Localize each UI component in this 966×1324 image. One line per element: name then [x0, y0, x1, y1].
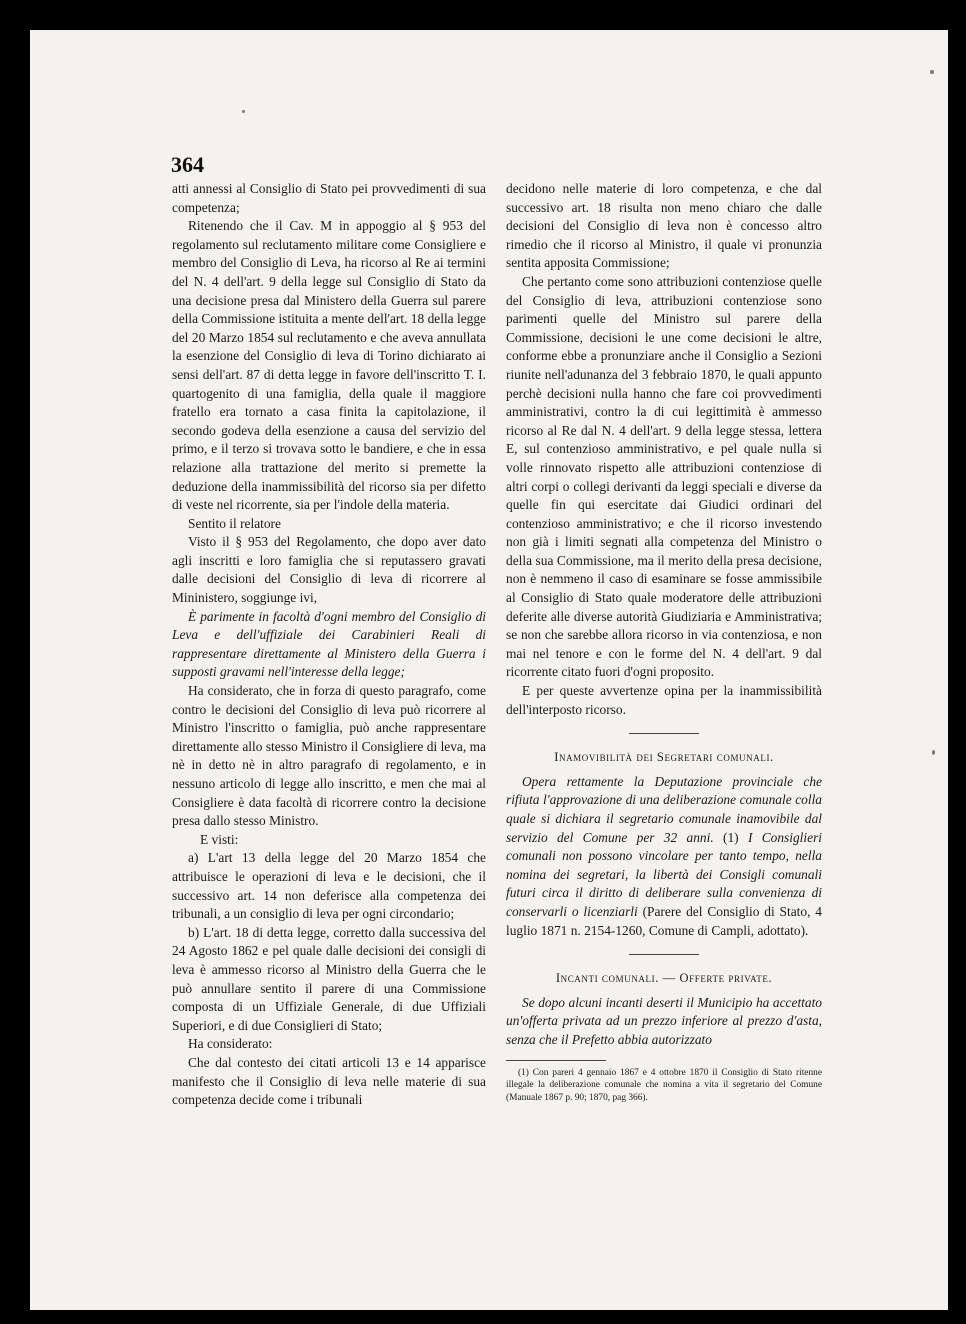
paragraph: E visti:	[200, 831, 239, 847]
scanned-page	[30, 30, 948, 1310]
paragraph: a) L'art 13 della legge del 20 Marzo 1854 che attribuisce le operazioni di leva e le decisioni, che il successivo art. 14 non deferisce alla competenza dei tribunali, a un consiglio di leva per ogni circondario;	[172, 850, 486, 922]
paragraph: Sentito il relatore	[188, 515, 281, 531]
summary-text: I Consiglieri comunali non possono vincolare per tanto tempo, nella nomina dei segretari, la libertà dei Consigli comunali futuri circa il diritto di deliberare sulla convenienza di conservarli o licenziarli	[506, 829, 823, 919]
section-summary	[506, 773, 822, 940]
paragraph: b) L'art. 18 di detta legge, corretto dalla successiva del 24 Agosto 1862 e pel quale dalle decisioni dei consigli di leva è ammesso ricorso al Ministro della Guerra che le può annullare sentito il parere di una Commissione composta di un Uffiziale Generale, di due Uffiziali Superiori, e di due Consiglieri di Stato;	[172, 924, 486, 1033]
right-column	[506, 180, 822, 1104]
scan-speck	[930, 70, 934, 74]
summary-text: Opera rettamente la Deputazione provinciale che rifiuta l'approvazione di una deliberazione comunale colla quale si dichiara il segretario comunale inamovibile dal servizio del Comune per 32 anni.	[506, 773, 822, 845]
paragraph: Che pertanto come sono attribuzioni contenziose quelle del Consiglio di leva, attribuzioni contenziose sono parimenti quelle del Ministro sul parere della Commissione, decisioni le une come decisioni le altre, conforme ebbe a pronunziare anche il Consiglio a Sezioni riunite nell'adunanza del 3 febbraio 1870, le quali appunto perchè decisioni nulla hanno che fare coi provvedimenti amministrativi, contro la di cui legittimità è ammesso ricorso al Re dal N. 4 dell'art. 9 della legge stessa, lettera E, sul contenzioso amministrativo, e pel quale nulla si volle rinnovato rispetto alle attribuzioni contenziose di altri corpi o collegi derivanti da leggi speciali e diverse da quelle fin qui esercitate dai Giudici ordinari del contenzioso amministrativo; e che il ricorso investendo non già i limiti segnati alla competenza del Ministro o della sua Commissione, ma il merito della presa decisione, non è nemmeno il caso di esaminare se fosse ammissibile al Consiglio di Stato quale moderatore delle attribuzioni deferite alle diverse autorità Giudiziaria e Amministrativa; se non che sarebbe allora ricorso in via contenziosa, e non mai nel tenore e con le forme del N. 4 dell'art. 9 dal ricorrente citato fuori d'ogni proposito.	[506, 273, 822, 680]
scan-speck	[932, 750, 935, 755]
paragraph: Ritenendo che il Cav. M in appoggio al § 953 del regolamento sul reclutamento militare come Consigliere e membro del Consiglio di Leva, ha ricorso al Re ai termini del N. 4 dell'art. 9 della legge sul Consiglio di Stato da una decisione presa dal Ministero della Guerra sul parere della Commissione istituita a mente dell'art. 18 della legge del 20 Marzo 1854 sul reclutamento e che aveva annullata la esenzione del Consiglio di leva di Torino dichiarato ai sensi dell'art. 87 di detta legge in favore dell'inscritto T. I. quartogenito di una famiglia, della quale il maggiore fratello era tornato a casa finita la capitolazione, il secondo godeva della esenzione a causa del servizio del primo, e il terzo si trovava sotto le bandiere, e che in essa relazione alla trattazione del merito si premette la deduzione della inammissibilità del ricorso sia per difetto di veste nel ricorrente, sia per l'indole della materia.	[172, 218, 486, 513]
section-divider	[629, 733, 699, 734]
paragraph: Ha considerato:	[188, 1036, 273, 1052]
left-column	[172, 180, 486, 1110]
paragraph: Che dal contesto dei citati articoli 13 e 14 apparisce manifesto che il Consiglio di leva nelle materie di sua competenza decide come i tribunali	[172, 1054, 486, 1108]
section-heading: Incanti comunali. — Offerte private.	[555, 971, 773, 986]
paragraph: atti annessi al Consiglio di Stato pei provvedimenti di sua competenza;	[172, 181, 486, 215]
paragraph: Ha considerato, che in forza di questo paragrafo, come contro le decisioni del Consiglio di leva può ricorrere al Ministro l'inscritto o famiglia, può anche rappresentare direttamente allo stesso Ministro il Consigliere di leva, ma nè in detto nè in altro paragrafo di regolamento, e in nessuno articolo di legge allo inscritto, e men che mai al Consigliere è data facoltà di ricorrere contro la decisione presa dallo stesso Ministro.	[172, 683, 486, 829]
footnote-divider	[506, 1060, 606, 1061]
paragraph: decidono nelle materie di loro competenza, e che dal successivo art. 18 risulta non meno chiaro che dalle decisioni del Consiglio di leva non è concesso altro rimedio che il ricorso al Ministro, il quale vi pronunzia sentita apposita Commissione;	[506, 181, 822, 271]
section-heading: Inamovibilità dei Segretari comunali.	[554, 750, 774, 765]
footnote-ref: (1)	[713, 829, 748, 845]
scan-speck	[242, 110, 245, 113]
summary-citation: (Parere del Consiglio di Stato, 4 luglio 1871 n. 2154-1260, Comune di Campli, adottato).	[506, 903, 822, 938]
footnote: (1) Con pareri 4 gennaio 1867 e 4 ottobre 1870 il Consiglio di Stato ritenne illegale la deliberazione comunale che nomina a vita il segretario del Comune (Manuale 1867 p. 90; 1870, pag 366).	[506, 1067, 822, 1103]
section-summary: Se dopo alcuni incanti deserti il Municipio ha accettato un'offerta privata ad un prezzo inferiore al prezzo d'asta, senza che il Prefetto abbia autorizzato	[506, 994, 822, 1047]
quoted-regulation: È parimente in facoltà d'ogni membro del Consiglio di Leva e dell'uffiziale dei Carabinieri Reali di rappresentare direttamente al Ministero della Guerra i supposti gravami nell'interesse della legge;	[172, 608, 486, 680]
section-divider	[629, 954, 699, 955]
page-number: 364	[171, 152, 204, 177]
paragraph: Visto il § 953 del Regolamento, che dopo aver dato agli inscritti e loro famiglia che si reputassero gravati dalle decisioni del Consiglio di leva di ricorrere al Mininistero, soggiunge ivi,	[172, 534, 486, 606]
paragraph: E per queste avvertenze opina per la inammissibilità dell'interposto ricorso.	[506, 683, 822, 717]
